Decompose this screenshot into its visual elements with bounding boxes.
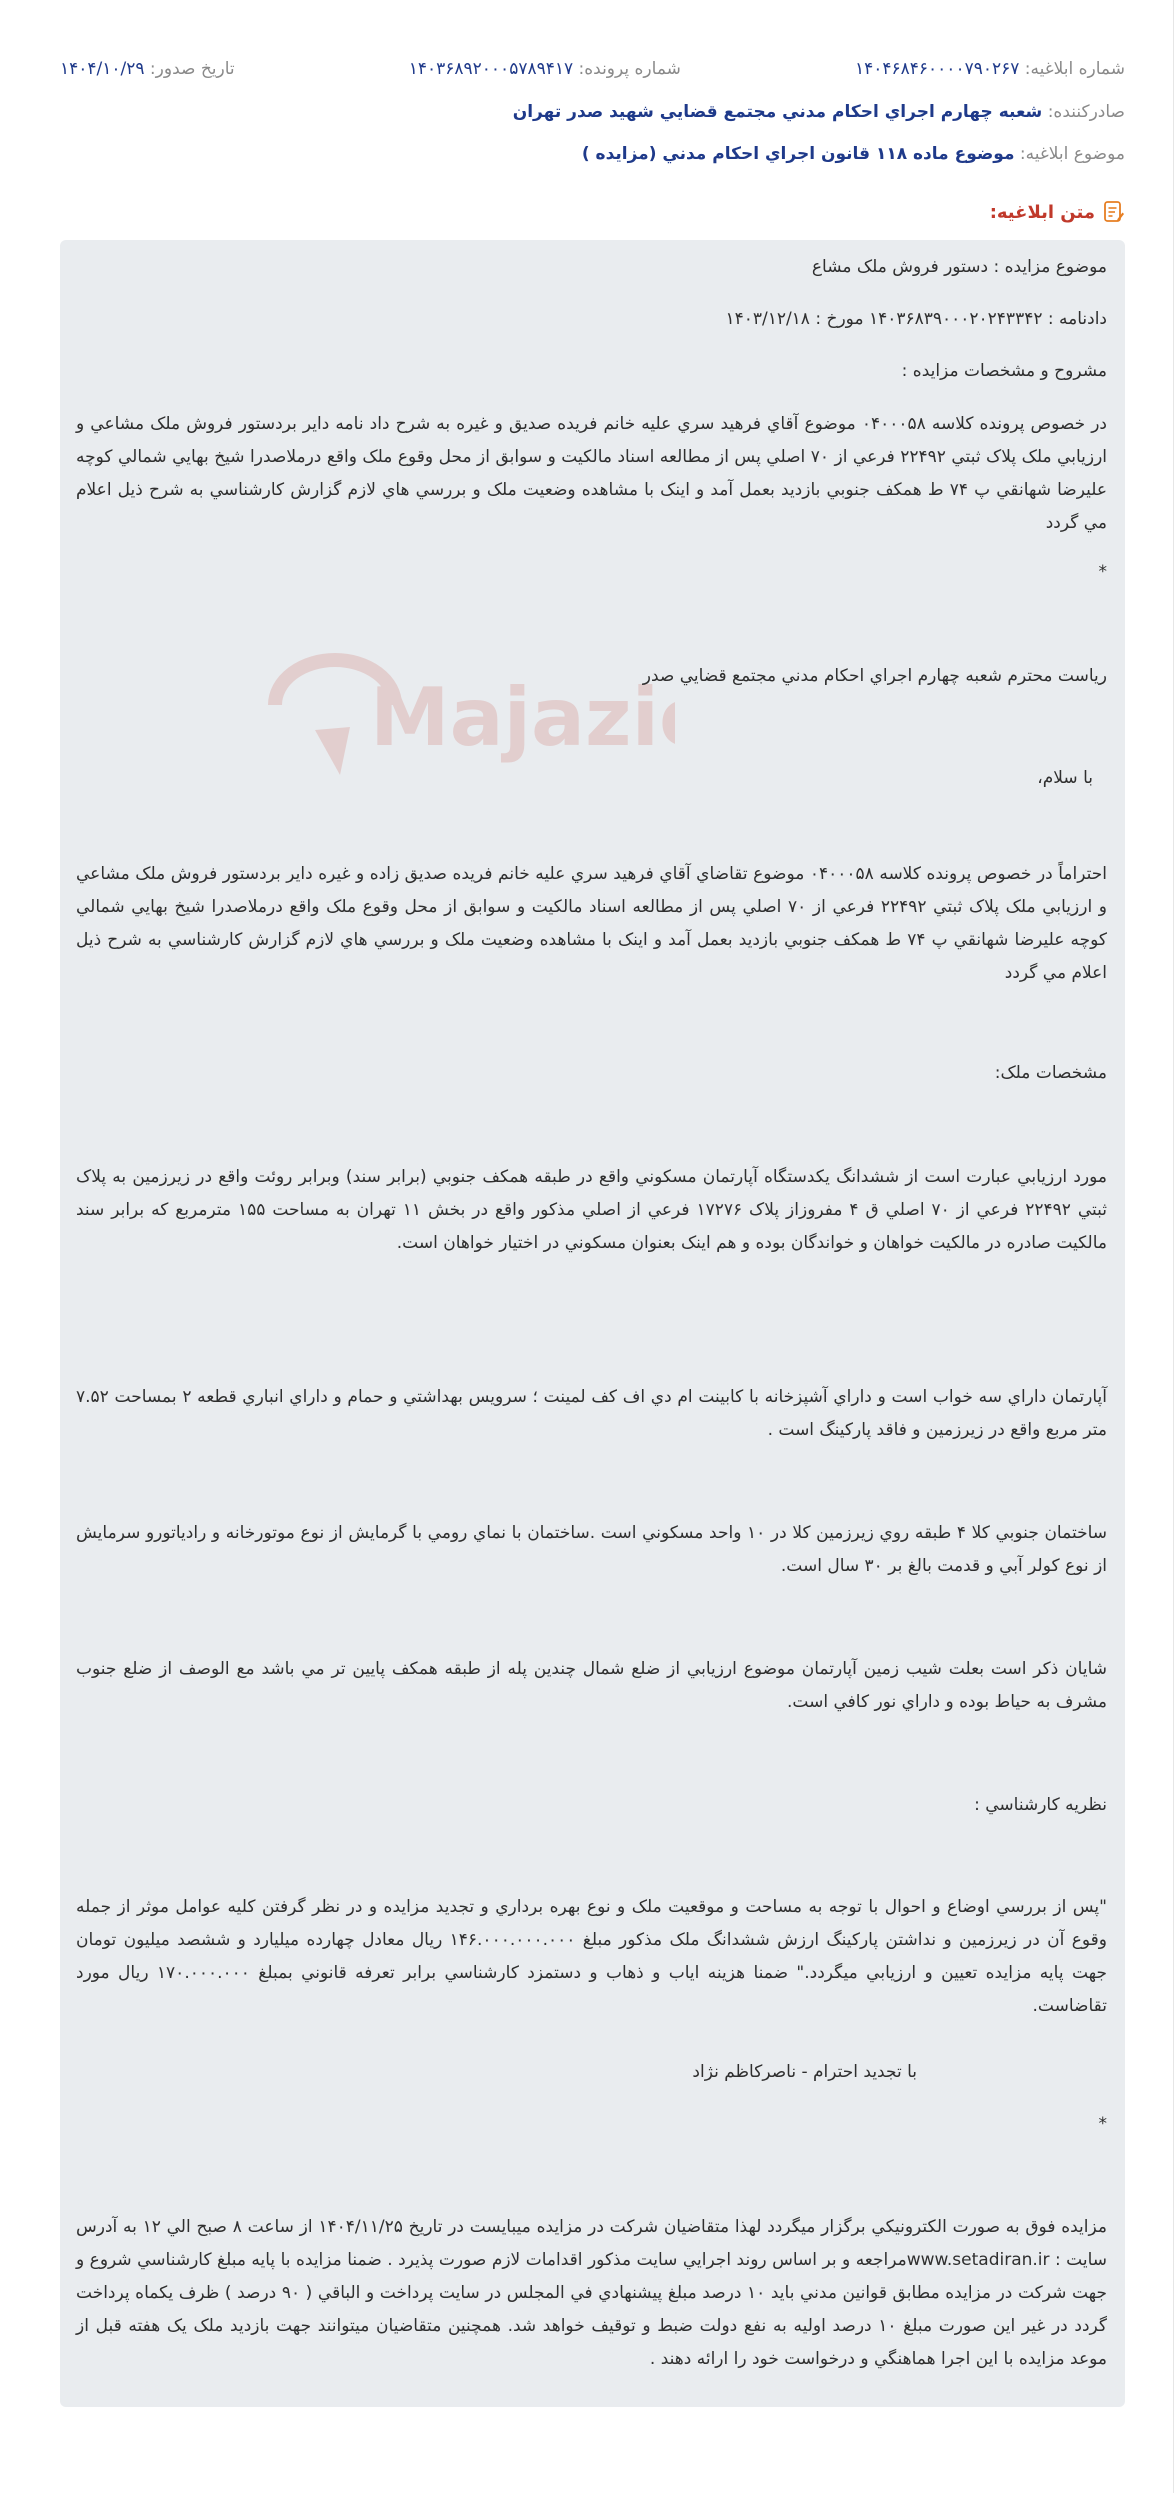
salutation-recipient: رياست محترم شعبه چهارم اجراي احکام مدني مجتمع قضايي صدر — [642, 666, 1107, 686]
separator-asterisk-1: * — [1098, 562, 1107, 582]
subject-label: موضوع ابلاغيه: — [1019, 144, 1125, 164]
expert-opinion: "پس از بررسي اوضاع و احوال با توجه به مساحت و موقعيت ملک و نوع بهره برداري و تجديد مزايده و در نظر گرفتن کليه عوامل موثر از جمله وقوع آن در زيرزمين و نداشتن پارکينگ ارزش ششدانگ ملک مذکور مبلغ ۱۴۶.۰۰۰.۰۰۰.۰۰۰ ريال معادل چهارده ميليارد و ششصد ميليون تومان جهت پايه مزايده تعيين و ارزيابي ميگردد." ضمنا هزينه اياب و ذهاب و دستمزد کارشناسي برابر تعرفه قانوني بمبلغ ۱۷۰.۰۰۰.۰۰۰ ريال مورد تقاضاست. — [76, 1897, 1107, 2016]
greeting: با سلام، — [1037, 768, 1093, 788]
notice-number-value: ۱۴۰۴۶۸۴۶۰۰۰۰۷۹۰۲۶۷ — [855, 59, 1020, 79]
case-paragraph: در خصوص پرونده کلاسه ۰۴۰۰۰۵۸ موضوع آقاي فرهيد سري عليه خانم فريده صديق و غيره به شرح داد نامه داير بردستور فروش ملک مشاعي و ارزيابي ملک پلاک ثبتي ۲۲۴۹۲ فرعي از ۷۰ اصلي پس از مطالعه اسناد مالکيت و سوابق از محل وقوع ملک واقع درملاصدرا شيخ بهايي شمالي کوچه عليرضا شهانقي پ ۷۴ ط همکف جنوبي بازديد بعمل آمد و اينک با مشاهده وضعيت ملک و بررسي هاي لازم گزارش کارشناسي به شرح ذيل اعلام مي گردد — [76, 414, 1108, 533]
request-paragraph: احتراماً در خصوص پرونده کلاسه ۰۴۰۰۰۵۸ موضوع تقاضاي آقاي فرهيد سري عليه خانم فريده صديق زاده و غيره داير بردستور فروش ملک مشاعي و ارزيابي ملک پلاک ثبتي ۲۲۴۹۲ فرعي از ۷۰ اصلي پس از مطالعه اسناد مالکيت و سوابق از محل وقوع ملک واقع درملاصدرا شيخ بهايي شمالي کوچه عليرضا شهانقي پ ۷۴ ط همکف جنوبي بازديد بعمل آمد و اينک با مشاهده وضعيت ملک و بررسي هاي لازم گزارش کارشناسي به شرح ذيل اعلام مي گردد — [76, 864, 1107, 983]
subject-value: موضوع ماده ۱۱۸ قانون اجراي احکام مدني (مزايده ) — [581, 144, 1015, 164]
notice-text-header — [990, 197, 1125, 227]
case-number — [409, 56, 681, 82]
auction-subject: موضوع مزايده : دستور فروش ملک مشاع — [811, 257, 1107, 277]
notice-content-box — [60, 240, 1125, 2407]
apartment-details: آپارتمان داراي سه خواب است و داراي آشپزخانه با کابينت ام دي اف کف لمينت ؛ سرويس بهداشتي و حمام و داراي انباري قطعه ۲ بمساحت ۷.۵۲ متر مربع واقع در زيرزمين و فاقد پارکينگ است . — [76, 1387, 1107, 1440]
property-specs-heading: مشخصات ملک: — [994, 1063, 1107, 1083]
notice-meta-row — [60, 56, 1125, 82]
case-number-label: شماره پرونده: — [578, 59, 681, 79]
notice-number-label: شماره ابلاغيه: — [1024, 59, 1125, 79]
notice-text-title: متن ابلاغيه: — [989, 201, 1095, 223]
auction-terms: مزايده فوق به صورت الکترونيکي برگزار ميگردد لهذا متقاضيان شرکت در مزايده ميبايست در تاريخ ۱۴۰۴/۱۱/۲۵ از ساعت ۸ صبح الي ۱۲ به آدرس سايت : www.setadiran.irمراجعه و بر اساس روند اجرايي سايت مذکور اقدامات لازم صورت پذيرد . ضمنا مزايده با پايه مبلغ کارشناسي شروع و جهت شرکت در مزايده مطابق قوانين مدني بايد ۱۰ درصد مبلغ پيشنهادي في المجلس در سايت پرداخت و الباقي ( ۹۰ درصد ) ظرف يکماه پرداخت گردد در غير اين صورت مبلغ ۱۰ درصد اوليه به نفع دولت ضبط و توقيف خواهد شد. همچنين متقاضيان ميتوانند جهت بازديد ملک يک هفته قبل از موعد مزايده با اين اجرا هماهنگي و درخواست خود را ارائه دهند . — [76, 2217, 1108, 2369]
issue-date-value: ۱۴۰۴/۱۰/۲۹ — [60, 59, 145, 79]
issuer-line — [60, 99, 1125, 125]
property-description: مورد ارزيابي عبارت است از ششدانگ يکدستگاه آپارتمان مسکوني واقع در طبقه همکف جنوبي (برابر سند) وبرابر روئت واقع در زيرزمين به پلاک ثبتي ۲۲۴۹۲ فرعي از ۷۰ اصلي ق ۴ مفروزاز پلاک ۱۷۲۷۶ فرعي از اصلي مذکور واقع در بخش ۱۱ تهران به مساحت ۱۵۵ مترمربع که برابر سند مالکيت صادره در مالکيت خواهان و خواندگان بوده و هم اينک بعنوان مسکوني در اختيار خواهان است. — [76, 1167, 1107, 1253]
document-edit-icon — [1103, 200, 1125, 224]
issue-date — [60, 56, 235, 82]
case-number-value: ۱۴۰۳۶۸۹۲۰۰۰۵۷۸۹۴۱۷ — [408, 59, 574, 79]
slope-note: شايان ذکر است بعلت شيب زمين آپارتمان موضوع ارزيابي از ضلع شمال چندين پله از طبقه همکف پايين تر مي باشد مع الوصف از ضلع جنوب مشرف به حياط بوده و داراي نور کافي است. — [76, 1659, 1107, 1712]
signature-line: با تجديد احترام - ناصرکاظم نژاد — [692, 2062, 917, 2082]
subject-line — [60, 141, 1125, 167]
verdict-line: دادنامه : ۱۴۰۳۶۸۳۹۰۰۰۲۰۲۴۳۳۴۲ مورخ : ۱۴۰۳/۱۲/۱۸ — [725, 309, 1107, 329]
expert-opinion-heading: نظريه کارشناسي : — [974, 1795, 1107, 1815]
notice-number — [855, 56, 1125, 82]
auction-details-heading: مشروح و مشخصات مزايده : — [901, 361, 1107, 381]
separator-asterisk-2: * — [1098, 2114, 1107, 2134]
building-details: ساختمان جنوبي کلا ۴ طبقه روي زيرزمين کلا در ۱۰ واحد مسکوني است .ساختمان با نماي رومي با گرمايش از نوع موتورخانه و رادياتورو سرمايش از نوع کولر آبي و قدمت بالغ بر ۳۰ سال است. — [76, 1523, 1108, 1576]
issuer-value: شعبه چهارم اجراي احکام مدني مجتمع قضايي شهيد صدر تهران — [512, 102, 1043, 122]
issuer-label: صادرکننده: — [1047, 102, 1125, 122]
watermark-text: Majazi — [370, 671, 659, 764]
issue-date-label: تاريخ صدور: — [149, 59, 235, 79]
